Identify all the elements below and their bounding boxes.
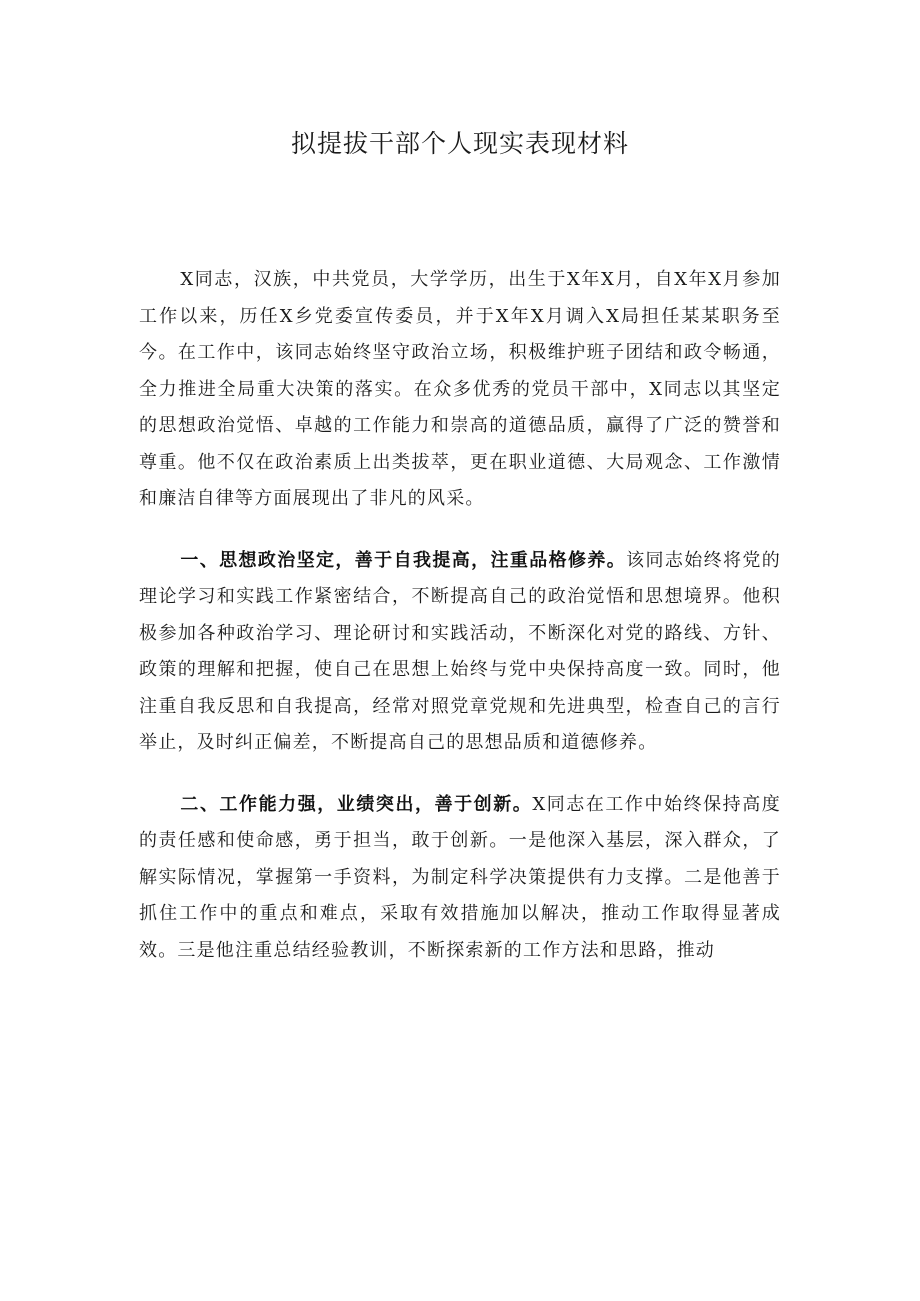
document-body: [139, 262, 781, 994]
paragraph-section-1: [139, 543, 781, 762]
paragraph-intro-text: X同志，汉族，中共党员，大学学历，出生于X年X月，自X年X月参加工作以来，历任X乡党委宣传委员，并于X年X月调入X局担任某某职务至今。在工作中，该同志始终坚守政治立场，积极维护班子团结和政令畅通，全力推进全局重大决策的落实。在众多优秀的党员干部中，X同志以其坚定的思想政治觉悟、卓越的工作能力和崇高的道德品质，赢得了广泛的赞誉和尊重。他不仅在政治素质上出类拔萃，更在职业道德、大局观念、工作激情和廉洁自律等方面展现出了非凡的风采。: [139, 269, 781, 509]
document-title: 拟提拔干部个人现实表现材料: [290, 129, 629, 158]
section-1-text: 该同志始终将党的理论学习和实践工作紧密结合，不断提高自己的政治觉悟和思想境界。他积极参加各种政治学习、理论研讨和实践活动，不断深化对党的路线、方针、政策的理解和把握，使自己在思想上始终与党中央保持高度一致。同时，他注重自我反思和自我提高，经常对照党章党规和先进典型，检查自己的言行举止，及时纠正偏差，不断提高自己的思想品质和道德修养。: [139, 549, 781, 753]
paragraph-section-2: [139, 787, 781, 970]
paragraph-intro: [139, 262, 781, 518]
section-2-text: X同志在工作中始终保持高度的责任感和使命感，勇于担当，敢于创新。一是他深入基层，深入群众，了解实际情况，掌握第一手资料，为制定科学决策提供有力支撑。二是他善于抓住工作中的重点和难点，采取有效措施加以解决，推动工作取得显著成效。三是他注重总结经验教训，不断探索新的工作方法和思路，推动: [139, 793, 781, 961]
section-1-heading: 一、思想政治坚定，善于自我提高，注重品格修养。: [180, 549, 627, 571]
section-2-heading: 二、工作能力强，业绩突出，善于创新。: [180, 793, 533, 815]
